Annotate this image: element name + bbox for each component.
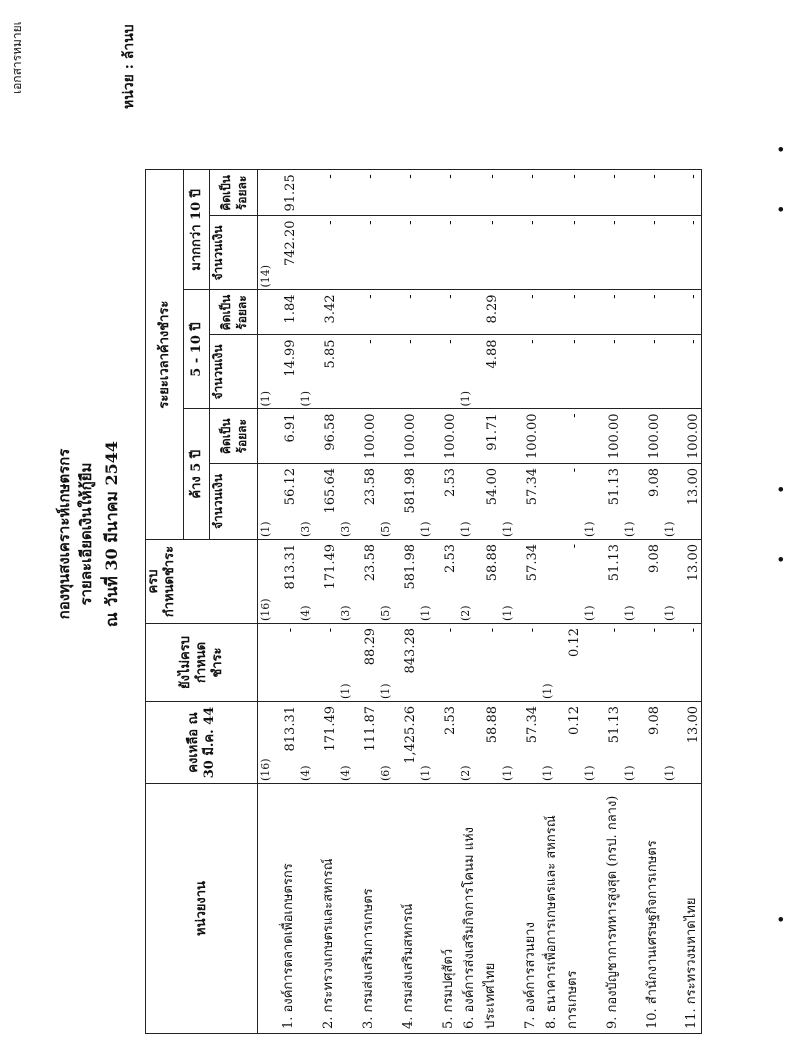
header-percent: คิดเป็น ร้อยละ: [210, 170, 258, 216]
header-period-under-5: ค้าง 5 ปี: [184, 409, 210, 540]
table-row: [540, 170, 582, 1034]
5-10-amount-cell: [338, 335, 378, 409]
value: -: [646, 294, 662, 299]
header-overdue-period: ระยะเวลาค้างชำระ: [146, 170, 184, 540]
value: 742.20: [282, 220, 298, 266]
count-label: (3): [298, 521, 312, 537]
value: 91.71: [484, 413, 500, 451]
count-label: (1): [500, 605, 514, 621]
table-row: [338, 170, 378, 1034]
value: 2.53: [442, 544, 458, 573]
count-label: (3): [338, 521, 352, 537]
value: 1,425.26: [402, 706, 418, 764]
value: 58.88: [484, 706, 500, 744]
not-due-cell: [540, 624, 582, 702]
count-label: (1): [259, 521, 272, 537]
5-10-percent-cell: [418, 290, 458, 335]
5-10-amount-cell: [582, 335, 622, 409]
due-cell: [662, 540, 702, 624]
value: -: [646, 628, 662, 633]
not-due-cell: [458, 624, 500, 702]
header-amount: จำนวนเงิน: [210, 464, 258, 540]
value: 23.58: [362, 544, 378, 582]
document-subtitle: รายละเอียดเงินให้กู้ยืม: [77, 462, 95, 606]
5-10-amount-cell: [662, 335, 702, 409]
5-10-amount-cell: [458, 335, 500, 409]
table-body: [258, 170, 702, 1034]
value: 171.49: [322, 706, 338, 752]
table-row: [298, 170, 338, 1034]
agency-name: 5. กรมปศุสัตว์: [418, 784, 458, 1034]
agency-name: 3. กรมส่งเสริมการเกษตร: [338, 784, 378, 1034]
value: 100.00: [442, 413, 458, 459]
value: 581.98: [402, 468, 418, 514]
due-cell: [622, 540, 662, 624]
value: 100.00: [402, 413, 418, 459]
value: -: [484, 220, 500, 225]
value: 5.85: [322, 339, 338, 369]
balance-cell: [418, 702, 458, 784]
count-label: (1): [500, 765, 514, 781]
value: -: [606, 294, 622, 299]
header-period-over-10: มากกว่า 10 ปี: [184, 170, 210, 290]
value: 1.84: [282, 294, 298, 324]
value: 4.88: [484, 339, 500, 369]
under-5-percent-cell: [418, 409, 458, 464]
value: -: [322, 174, 338, 179]
value: 165.64: [322, 468, 338, 514]
value: 51.13: [606, 468, 622, 506]
under-5-percent-cell: [662, 409, 702, 464]
balance-cell: [338, 702, 378, 784]
value: -: [322, 628, 338, 633]
count-label: (1): [418, 765, 432, 781]
value: -: [566, 468, 582, 473]
5-10-amount-cell: [500, 335, 540, 409]
not-due-cell: [298, 624, 338, 702]
under-5-amount-cell: [418, 464, 458, 540]
table-row: [500, 170, 540, 1034]
count-label: (1): [582, 521, 596, 537]
value: -: [484, 174, 500, 179]
scan-mark: •: [772, 554, 791, 564]
value: 0.12: [566, 628, 582, 657]
count-label: (1): [622, 521, 636, 537]
over-10-percent-cell: [258, 170, 298, 216]
balance-cell: [298, 702, 338, 784]
count-label: (1): [622, 765, 636, 781]
count-label: (2): [458, 765, 472, 781]
over-10-amount-cell: [378, 216, 418, 290]
under-5-amount-cell: [500, 464, 540, 540]
over-10-amount-cell: [458, 216, 500, 290]
value: -: [686, 294, 701, 299]
under-5-percent-cell: [540, 409, 582, 464]
agency-name: 11. กระทรวงมหาดไทย: [662, 784, 702, 1034]
header-amount: จำนวนเงิน: [210, 335, 258, 409]
count-label: (1): [458, 521, 472, 537]
value: 54.00: [484, 468, 500, 506]
value: -: [362, 339, 378, 344]
value: -: [442, 220, 458, 225]
value: 51.13: [606, 706, 622, 744]
value: -: [686, 628, 701, 633]
not-due-cell: [258, 624, 298, 702]
value: -: [402, 174, 418, 179]
loan-details-table: [145, 169, 702, 1034]
value: -: [524, 174, 540, 179]
agency-name: 7. องค์การสวนยาง: [500, 784, 540, 1034]
value: 813.31: [282, 706, 298, 752]
value: -: [686, 339, 701, 344]
value: -: [606, 220, 622, 225]
value: 111.87: [362, 706, 378, 752]
agency-name: 1. องค์การตลาดเพื่อเกษตรกร: [258, 784, 298, 1034]
5-10-amount-cell: [378, 335, 418, 409]
count-label: (1): [418, 605, 432, 621]
due-cell: [540, 540, 582, 624]
over-10-percent-cell: [540, 170, 582, 216]
over-10-amount-cell: [582, 216, 622, 290]
value: -: [442, 628, 458, 633]
over-10-amount-cell: [622, 216, 662, 290]
under-5-amount-cell: [338, 464, 378, 540]
under-5-amount-cell: [582, 464, 622, 540]
under-5-percent-cell: [258, 409, 298, 464]
over-10-percent-cell: [458, 170, 500, 216]
value: 51.13: [606, 544, 622, 582]
value: 58.88: [484, 544, 500, 582]
count-label: (4): [338, 765, 352, 781]
table-row: [582, 170, 622, 1034]
5-10-percent-cell: [662, 290, 702, 335]
value: 100.00: [646, 413, 662, 459]
count-label: (1): [259, 390, 272, 407]
value: -: [606, 174, 622, 179]
count-label: (1): [540, 683, 554, 699]
over-10-amount-cell: [418, 216, 458, 290]
5-10-percent-cell: [500, 290, 540, 335]
over-10-amount-cell: [662, 216, 702, 290]
document-title: กองทุนสงเคราะห์เกษตรกร: [55, 448, 73, 620]
due-cell: [458, 540, 500, 624]
value: 581.98: [402, 544, 418, 590]
header-percent: คิดเป็น ร้อยละ: [210, 290, 258, 335]
5-10-percent-cell: [582, 290, 622, 335]
value: 91.25: [282, 174, 298, 212]
not-due-cell: [622, 624, 662, 702]
due-cell: [378, 540, 418, 624]
value: 2.53: [442, 468, 458, 497]
value: 9.08: [646, 706, 662, 735]
count-label: (1): [582, 605, 596, 621]
not-due-cell: [378, 624, 418, 702]
value: 0.12: [566, 706, 582, 735]
header-due: ครบ กำหนดชำระ: [146, 540, 258, 624]
header-agency: หน่วยงาน: [146, 784, 258, 1034]
count-label: (1): [338, 683, 352, 699]
5-10-percent-cell: [298, 290, 338, 335]
value: -: [282, 628, 298, 633]
over-10-percent-cell: [298, 170, 338, 216]
value: -: [566, 174, 582, 179]
5-10-amount-cell: [298, 335, 338, 409]
not-due-cell: [662, 624, 702, 702]
count-label: (14): [259, 264, 272, 288]
agency-name: 8. ธนาคารเพื่อการเกษตรและ สหกรณ์การเกษตร: [540, 784, 582, 1034]
due-cell: [338, 540, 378, 624]
over-10-percent-cell: [378, 170, 418, 216]
scan-mark: •: [772, 144, 791, 154]
5-10-percent-cell: [458, 290, 500, 335]
value: 56.12: [282, 468, 298, 506]
value: 96.58: [322, 413, 338, 451]
over-10-percent-cell: [500, 170, 540, 216]
value: -: [524, 628, 540, 633]
under-5-percent-cell: [622, 409, 662, 464]
count-label: (1): [298, 390, 312, 407]
balance-cell: [258, 702, 298, 784]
under-5-amount-cell: [298, 464, 338, 540]
5-10-amount-cell: [540, 335, 582, 409]
value: 2.53: [442, 706, 458, 735]
value: -: [646, 174, 662, 179]
value: -: [566, 220, 582, 225]
value: 57.34: [524, 468, 540, 506]
over-10-amount-cell: [338, 216, 378, 290]
value: -: [442, 294, 458, 299]
over-10-percent-cell: [662, 170, 702, 216]
under-5-percent-cell: [582, 409, 622, 464]
count-label: (1): [540, 765, 554, 781]
count-label: (1): [662, 765, 676, 781]
5-10-amount-cell: [418, 335, 458, 409]
header-percent: คิดเป็น ร้อยละ: [210, 409, 258, 464]
over-10-percent-cell: [582, 170, 622, 216]
value: -: [402, 339, 418, 344]
due-cell: [418, 540, 458, 624]
value: 6.91: [282, 413, 298, 443]
value: -: [442, 174, 458, 179]
count-label: (16): [259, 758, 272, 781]
count-label: (5): [378, 521, 392, 537]
value: 9.08: [646, 468, 662, 497]
under-5-amount-cell: [622, 464, 662, 540]
table-row: [662, 170, 702, 1034]
count-label: (3): [338, 605, 352, 621]
table-row: [258, 170, 298, 1034]
balance-cell: [662, 702, 702, 784]
under-5-percent-cell: [500, 409, 540, 464]
due-cell: [258, 540, 298, 624]
document-reference-note: เอกสารหมายเ: [10, 21, 24, 94]
under-5-amount-cell: [378, 464, 418, 540]
count-label: (1): [458, 390, 472, 407]
value: 88.29: [362, 628, 378, 666]
value: -: [322, 220, 338, 225]
due-cell: [582, 540, 622, 624]
5-10-amount-cell: [622, 335, 662, 409]
agency-name: 10. สำนักงานเศรษฐกิจการเกษตร: [622, 784, 662, 1034]
value: -: [524, 294, 540, 299]
over-10-amount-cell: [500, 216, 540, 290]
value: 8.29: [484, 294, 500, 324]
value: 13.00: [686, 706, 701, 744]
under-5-amount-cell: [458, 464, 500, 540]
scan-mark: •: [772, 204, 791, 214]
under-5-percent-cell: [458, 409, 500, 464]
agency-name: 4. กรมส่งเสริมสหกรณ์: [378, 784, 418, 1034]
value: 57.34: [524, 706, 540, 744]
value: -: [402, 294, 418, 299]
5-10-amount-cell: [258, 335, 298, 409]
count-label: (1): [378, 683, 392, 699]
value: -: [686, 174, 701, 179]
value: -: [606, 339, 622, 344]
count-label: (2): [458, 605, 472, 621]
header-balance: คงเหลือ ณ 30 มี.ค. 44: [146, 702, 258, 784]
5-10-percent-cell: [378, 290, 418, 335]
value: -: [362, 174, 378, 179]
balance-cell: [458, 702, 500, 784]
count-label: (1): [622, 605, 636, 621]
value: -: [524, 220, 540, 225]
balance-cell: [500, 702, 540, 784]
agency-name: 6. องค์การส่งเสริมกิจการโคนม แห่งประเทศไทย: [458, 784, 500, 1034]
table-row: [418, 170, 458, 1034]
table-row: [378, 170, 418, 1034]
value: -: [362, 220, 378, 225]
value: 13.00: [686, 544, 701, 582]
not-due-cell: [338, 624, 378, 702]
value: 3.42: [322, 294, 338, 324]
value: -: [442, 339, 458, 344]
value: 100.00: [362, 413, 378, 459]
due-cell: [298, 540, 338, 624]
scan-mark: •: [772, 484, 791, 494]
5-10-percent-cell: [540, 290, 582, 335]
header-amount: จำนวนเงิน: [210, 216, 258, 290]
due-cell: [500, 540, 540, 624]
agency-name: 2. กระทรวงเกษตรและสหกรณ์: [298, 784, 338, 1034]
over-10-amount-cell: [540, 216, 582, 290]
value: 9.08: [646, 544, 662, 573]
value: -: [484, 628, 500, 633]
value: -: [646, 339, 662, 344]
balance-cell: [582, 702, 622, 784]
count-label: (1): [500, 521, 514, 537]
value: 100.00: [686, 413, 701, 459]
over-10-percent-cell: [338, 170, 378, 216]
agency-name: 9. กองบัญชาการทหารสูงสุด (กรป. กลาง): [582, 784, 622, 1034]
table-row: [458, 170, 500, 1034]
value: -: [686, 220, 701, 225]
under-5-amount-cell: [258, 464, 298, 540]
over-10-amount-cell: [298, 216, 338, 290]
value: 23.58: [362, 468, 378, 506]
not-due-cell: [500, 624, 540, 702]
over-10-percent-cell: [418, 170, 458, 216]
balance-cell: [378, 702, 418, 784]
under-5-percent-cell: [338, 409, 378, 464]
count-label: (6): [378, 765, 392, 781]
value: 843.28: [402, 628, 418, 674]
value: -: [402, 220, 418, 225]
value: 57.34: [524, 544, 540, 582]
value: -: [566, 294, 582, 299]
value: 13.00: [686, 468, 701, 506]
scan-mark: •: [772, 914, 791, 924]
under-5-amount-cell: [540, 464, 582, 540]
balance-cell: [540, 702, 582, 784]
count-label: (4): [298, 605, 312, 621]
value: 171.49: [322, 544, 338, 590]
count-label: (1): [418, 521, 432, 537]
not-due-cell: [418, 624, 458, 702]
5-10-percent-cell: [622, 290, 662, 335]
table-row: [622, 170, 662, 1034]
under-5-amount-cell: [662, 464, 702, 540]
value: -: [566, 339, 582, 344]
value: -: [362, 294, 378, 299]
count-label: (4): [298, 765, 312, 781]
count-label: (16): [259, 598, 272, 621]
value: 100.00: [524, 413, 540, 459]
count-label: (1): [662, 605, 676, 621]
not-due-cell: [582, 624, 622, 702]
count-label: (5): [378, 605, 392, 621]
header-period-5-10: 5 - 10 ปี: [184, 290, 210, 409]
value: 100.00: [606, 413, 622, 459]
under-5-percent-cell: [378, 409, 418, 464]
value: -: [646, 220, 662, 225]
5-10-percent-cell: [258, 290, 298, 335]
over-10-amount-cell: [258, 216, 298, 290]
value: -: [524, 339, 540, 344]
5-10-percent-cell: [338, 290, 378, 335]
value: -: [566, 544, 582, 549]
header-not-due: ยังไม่ครบ กำหนดชำระ: [146, 624, 258, 702]
balance-cell: [622, 702, 662, 784]
count-label: (1): [662, 521, 676, 537]
value: 813.31: [282, 544, 298, 590]
under-5-percent-cell: [298, 409, 338, 464]
value: -: [606, 628, 622, 633]
value: 14.99: [282, 339, 298, 377]
document-date: ณ วันที่ 30 มีนาคม 2544: [102, 440, 121, 628]
unit-label: หน่วย : ล้านบ: [121, 24, 137, 109]
over-10-percent-cell: [622, 170, 662, 216]
count-label: (1): [582, 765, 596, 781]
value: -: [566, 413, 582, 418]
